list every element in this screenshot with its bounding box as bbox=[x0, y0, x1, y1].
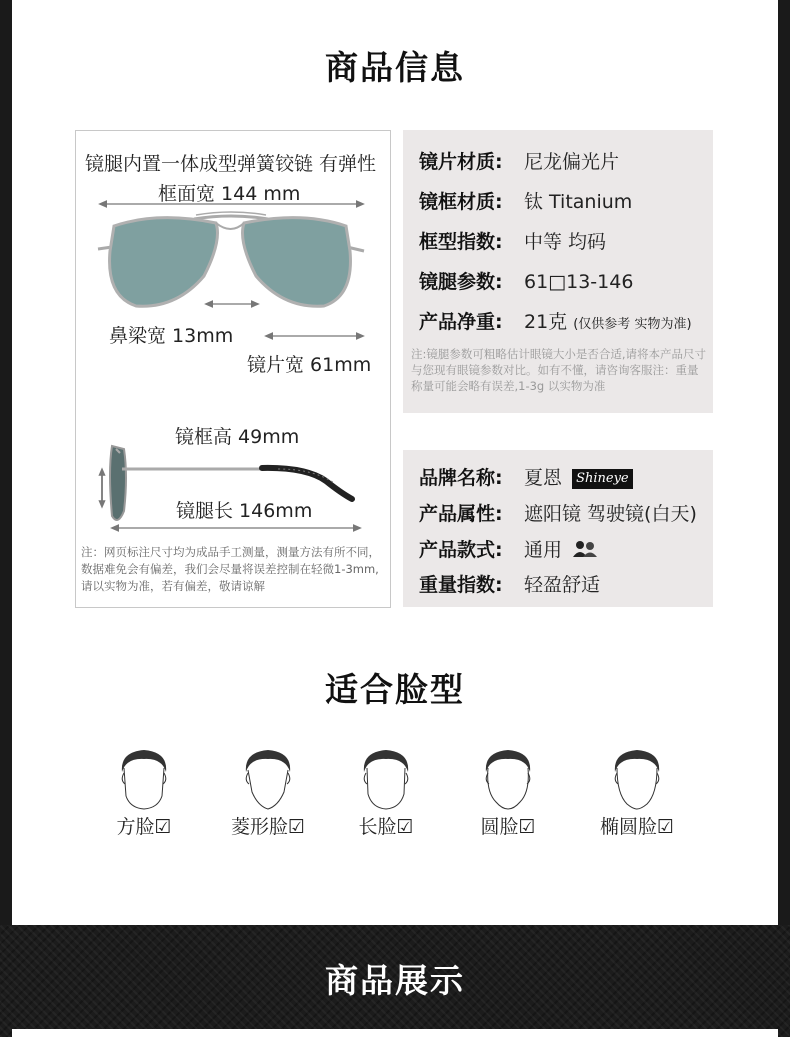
product-detail-page bbox=[12, 0, 778, 925]
spec-key: 框型指数: bbox=[419, 231, 503, 253]
spec-row-net-weight bbox=[419, 307, 692, 334]
temple-length-label: 镜腿长 146mm bbox=[176, 500, 313, 522]
spec-row-temple-params bbox=[419, 267, 633, 294]
hinge-text: 镜腿内置一体成型弹簧铰链 有弹性 bbox=[85, 153, 377, 175]
front-glasses-icon bbox=[98, 212, 364, 306]
lens-width-label: 镜片宽 61mm bbox=[247, 354, 372, 376]
spec-row-frame-material bbox=[419, 187, 632, 214]
bridge-width-label: 鼻梁宽 13mm bbox=[109, 325, 234, 347]
footer-divider bbox=[12, 1029, 778, 1037]
face-label: 方脸☑ bbox=[116, 816, 172, 838]
brand-row-attribute bbox=[419, 499, 697, 526]
measurement-note: 注：网页标注尺寸均为成品手工测量，测量方法有所不同，数据难免会有偏差，我们会尽量将误差控制在轻微1-3mm,请以实物为准，若有偏差，敬请谅解 bbox=[81, 545, 380, 593]
spec-value: 21克 bbox=[524, 311, 568, 333]
spec-row-frame-index bbox=[419, 227, 606, 254]
spec-value: 尼龙偏光片 bbox=[524, 151, 620, 173]
face-diamond bbox=[208, 748, 328, 839]
spec-value: 中等 均码 bbox=[524, 231, 607, 253]
square-face-icon bbox=[116, 748, 172, 810]
weight-disclaimer: (仅供参考 实物为准) bbox=[573, 317, 692, 332]
face-round bbox=[448, 748, 568, 839]
brand-row-style bbox=[419, 535, 598, 562]
info-section-title: 商品信息 bbox=[325, 48, 465, 87]
brand-box bbox=[403, 450, 713, 607]
footer-banner bbox=[0, 925, 790, 1037]
face-label: 长脸☑ bbox=[358, 816, 414, 838]
brand-logo: Shineye bbox=[572, 469, 633, 489]
spec-key: 镜腿参数: bbox=[419, 271, 503, 293]
brand-key: 品牌名称: bbox=[419, 467, 503, 489]
frame-height-label: 镜框高 49mm bbox=[175, 426, 300, 448]
spec-value: 钛 Titanium bbox=[524, 191, 633, 213]
specs-box bbox=[403, 130, 713, 413]
face-long bbox=[326, 748, 446, 839]
brand-value: 夏恩 bbox=[524, 467, 563, 489]
spec-value: 61□13-146 bbox=[524, 271, 634, 293]
spec-key: 镜框材质: bbox=[419, 191, 503, 213]
brand-value: 遮阳镜 驾驶镜(白天) bbox=[524, 503, 697, 525]
brand-key: 产品款式: bbox=[419, 539, 503, 561]
brand-key: 重量指数: bbox=[419, 574, 503, 596]
round-face-icon bbox=[480, 748, 536, 810]
face-square bbox=[84, 748, 204, 839]
face-label: 圆脸☑ bbox=[480, 816, 536, 838]
face-label: 椭圆脸☑ bbox=[599, 816, 675, 838]
spec-row-lens-material bbox=[419, 147, 619, 174]
brand-key: 产品属性: bbox=[419, 503, 503, 525]
diamond-face-icon bbox=[240, 748, 296, 810]
oval-face-icon bbox=[609, 748, 665, 810]
long-face-icon bbox=[358, 748, 414, 810]
brand-value: 轻盈舒适 bbox=[524, 574, 601, 596]
brand-row-name bbox=[419, 463, 633, 490]
frame-width-label: 框面宽 144 mm bbox=[158, 183, 301, 205]
specs-note: 注:镜腿参数可粗略估计眼镜大小是否合适,请将本产品尺寸与您现有眼镜参数对比。如有不懂，请咨询客服注：重量称量可能会略有误差,1-3g 以实物为准 bbox=[411, 347, 707, 393]
spec-key: 产品净重: bbox=[419, 311, 503, 333]
size-spec-card bbox=[75, 130, 391, 608]
couple-icon bbox=[572, 540, 598, 558]
face-label: 菱形脸☑ bbox=[230, 816, 306, 838]
face-oval bbox=[577, 748, 697, 839]
face-section-title: 适合脸型 bbox=[325, 670, 465, 709]
spec-key: 镜片材质: bbox=[419, 151, 503, 173]
brand-row-weight bbox=[419, 570, 600, 597]
footer-title: 商品展示 bbox=[325, 961, 465, 1000]
brand-value: 通用 bbox=[524, 539, 563, 561]
